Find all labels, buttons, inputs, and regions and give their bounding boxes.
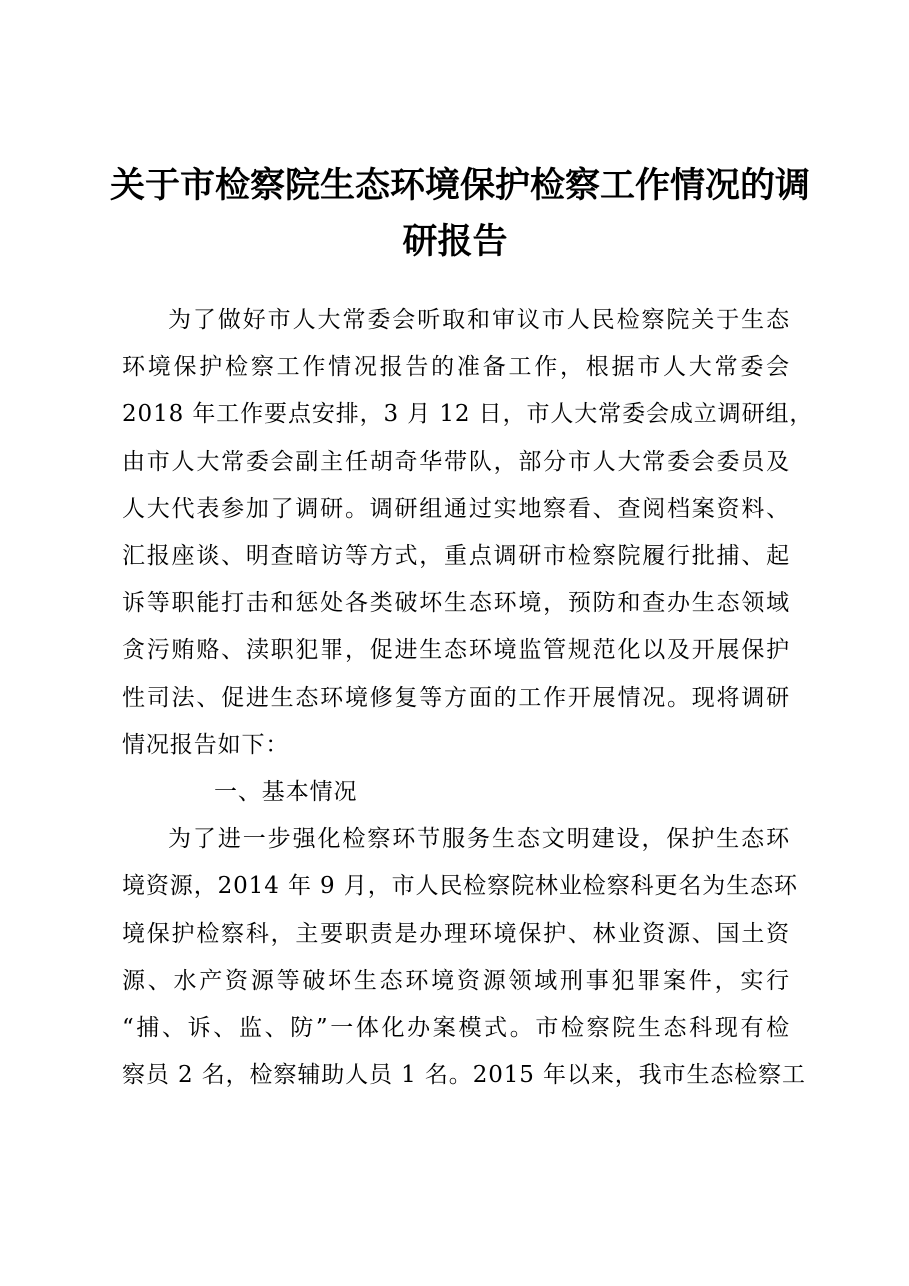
document-body <box>122 297 814 1099</box>
title-line: 研报告 <box>402 221 508 262</box>
paragraph-line: 贪污贿赂、渎职犯罪，促进生态环境监管规范化以及开展保护 <box>122 637 790 664</box>
paragraph-line: 为了做好市人大常委会听取和审议市人民检察院关于生态 <box>168 307 790 333</box>
paragraph-line: 情况报告如下： <box>122 731 290 758</box>
paragraph-line: 由市人大常委会副主任胡奇华带队，部分市人大常委会委员及 <box>122 448 790 475</box>
paragraph-line: 境资源，2014 年 9 月，市人民检察院林业检察科更名为生态环 <box>122 873 798 900</box>
paragraph-line: 环境保护检察工作情况报告的准备工作，根据市人大常委会 <box>122 354 790 381</box>
paragraph-line: 人大代表参加了调研。调研组通过实地察看、查阅档案资料、 <box>122 495 790 522</box>
basic-situation-paragraph <box>122 816 806 1099</box>
intro-paragraph <box>122 297 814 769</box>
paragraph-line: 诉等职能打击和惩处各类破坏生态环境，预防和查办生态领域 <box>122 590 790 617</box>
paragraph-line: 源、水产资源等破坏生态环境资源领域刑事犯罪案件，实行 <box>122 967 790 994</box>
paragraph-line: 境保护检察科，主要职责是办理环境保护、林业资源、国土资 <box>122 920 790 947</box>
paragraph-line: 汇报座谈、明查暗访等方式，重点调研市检察院履行批捕、起 <box>122 543 790 570</box>
document-title <box>110 158 811 270</box>
paragraph-line: 为了进一步强化检察环节服务生态文明建设，保护生态环 <box>168 826 790 853</box>
paragraph-line: 性司法、促进生态环境修复等方面的工作开展情况。现将调研 <box>122 684 790 711</box>
paragraph-line: “捕、诉、监、防”一体化办案模式。市检察院生态科现有检 <box>122 1015 790 1042</box>
title-line: 关于市检察院生态环境保护检察工作情况的调 <box>110 165 811 206</box>
paragraph-line: 察员 2 名，检察辅助人员 1 名。2015 年以来，我市生态检察工 <box>122 1062 806 1089</box>
paragraph-line: 2018 年工作要点安排，3 月 12 日，市人大常委会成立调研组， <box>122 401 814 428</box>
section-heading <box>122 769 790 816</box>
section-heading-text: 一、基本情况 <box>214 779 358 806</box>
